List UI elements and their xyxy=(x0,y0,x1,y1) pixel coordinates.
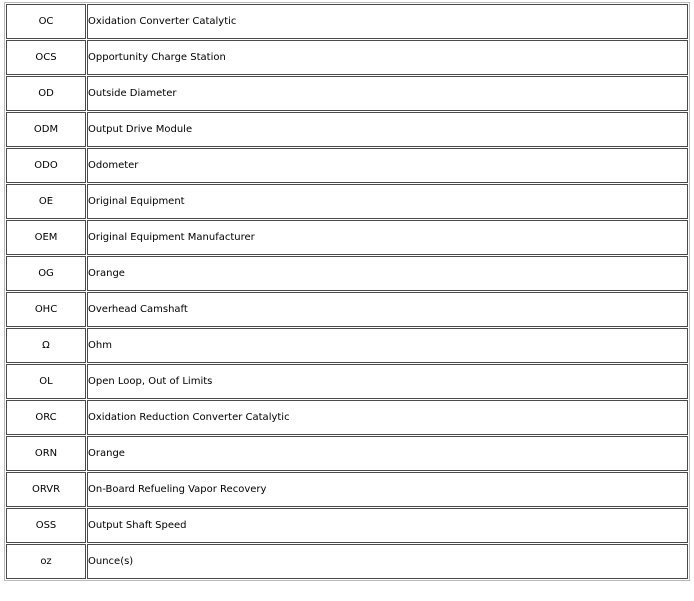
table-row xyxy=(6,436,688,471)
abbreviation-cell: OL xyxy=(6,364,86,399)
definition-cell: Orange xyxy=(87,436,688,471)
table-row xyxy=(6,220,688,255)
abbreviation-cell: OHC xyxy=(6,292,86,327)
definition-cell: Oxidation Reduction Converter Catalytic xyxy=(87,400,688,435)
definition-cell: Original Equipment Manufacturer xyxy=(87,220,688,255)
table-row xyxy=(6,256,688,291)
abbreviation-cell: OD xyxy=(6,76,86,111)
abbreviation-cell: OSS xyxy=(6,508,86,543)
definition-cell: Outside Diameter xyxy=(87,76,688,111)
definition-cell: Output Shaft Speed xyxy=(87,508,688,543)
abbreviation-cell: OEM xyxy=(6,220,86,255)
table-row xyxy=(6,364,688,399)
glossary-table xyxy=(4,2,690,581)
definition-cell: Overhead Camshaft xyxy=(87,292,688,327)
abbreviation-cell: ODM xyxy=(6,112,86,147)
table-row xyxy=(6,40,688,75)
table-row xyxy=(6,328,688,363)
abbreviation-cell: OE xyxy=(6,184,86,219)
definition-cell: Original Equipment xyxy=(87,184,688,219)
abbreviation-cell: ORN xyxy=(6,436,86,471)
abbreviation-cell: oz xyxy=(6,544,86,579)
table-row xyxy=(6,544,688,579)
abbreviation-cell: OCS xyxy=(6,40,86,75)
definition-cell: Ounce(s) xyxy=(87,544,688,579)
definition-cell: Ohm xyxy=(87,328,688,363)
definition-cell: Opportunity Charge Station xyxy=(87,40,688,75)
table-row xyxy=(6,508,688,543)
definition-cell: On-Board Refueling Vapor Recovery xyxy=(87,472,688,507)
table-row xyxy=(6,4,688,39)
table-row xyxy=(6,148,688,183)
abbreviation-cell: ORC xyxy=(6,400,86,435)
definition-cell: Output Drive Module xyxy=(87,112,688,147)
definition-cell: Orange xyxy=(87,256,688,291)
abbreviation-cell: OC xyxy=(6,4,86,39)
definition-cell: Oxidation Converter Catalytic xyxy=(87,4,688,39)
glossary-table-container xyxy=(4,2,690,581)
table-row xyxy=(6,112,688,147)
abbreviation-cell: ORVR xyxy=(6,472,86,507)
table-row xyxy=(6,76,688,111)
table-row xyxy=(6,292,688,327)
table-row xyxy=(6,472,688,507)
table-row xyxy=(6,400,688,435)
definition-cell: Odometer xyxy=(87,148,688,183)
definition-cell: Open Loop, Out of Limits xyxy=(87,364,688,399)
abbreviation-cell: ODO xyxy=(6,148,86,183)
abbreviation-cell: Ω xyxy=(6,328,86,363)
abbreviation-cell: OG xyxy=(6,256,86,291)
table-row xyxy=(6,184,688,219)
